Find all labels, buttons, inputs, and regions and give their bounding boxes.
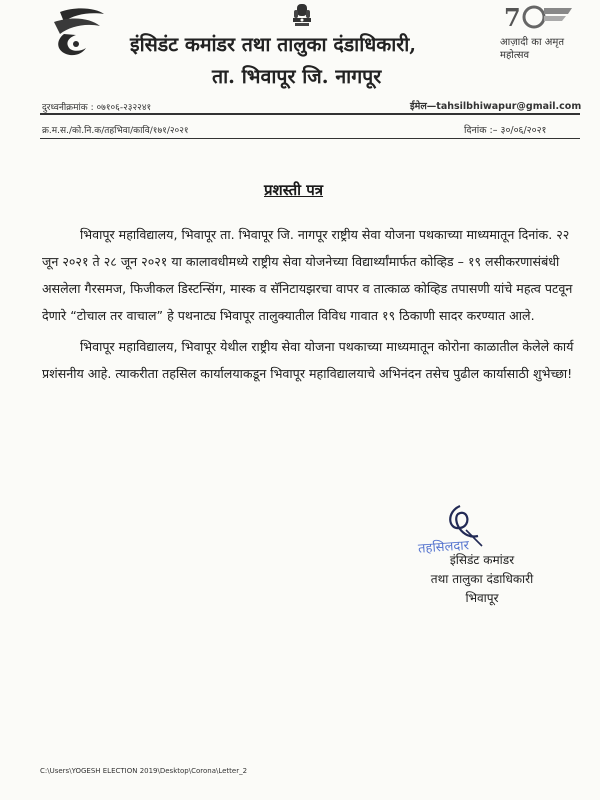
- certificate-heading: प्रशस्ती पत्र: [264, 181, 324, 199]
- letter-date: दिनांक :– ३०/०६/२०२१: [464, 125, 547, 136]
- signature-line-2: तथा तालुका दंडाधिकारी: [430, 572, 534, 586]
- azadi-logo-text: आज़ादी का अमृत महोत्सव: [500, 37, 565, 61]
- azadi-75-icon: [492, 2, 582, 32]
- letterhead-title-line2: ता. भिवापूर जि. नागपूर: [212, 65, 382, 88]
- state-emblem-icon: [290, 2, 314, 30]
- reference-number: क्र.म.स./को.नि.क/तहभिवा/कावि/१७१/२०२१: [42, 126, 189, 136]
- header-divider-top: [40, 113, 580, 115]
- header-divider-bottom: [40, 138, 580, 139]
- letterhead-emblem-icon: [42, 4, 110, 60]
- email-address: ईमेल—tahsilbhiwapur@gmail.com: [410, 101, 582, 112]
- signature-block: [402, 551, 562, 608]
- footer-file-path: C:\Users\YOGESH ELECTION 2019\Desktop\Corona\Letter_2: [40, 767, 248, 775]
- signature-line-1: इंसिडंट कमांडर: [449, 553, 515, 567]
- body-paragraph-1: भिवापूर महाविद्यालय, भिवापूर ता. भिवापूर जि. नागपूर राष्ट्रीय सेवा योजना पथकाच्या माध्यमातून दिनांक. २२ जून २०२१ ते २८ जून २०२१ या कालावधीमध्ये राष्ट्रीय सेवा योजनेच्या विद्यार्थ्यांमार्फत कोव्हिड – १९ लसीकरणासंबंधी असलेला गैरसमज, फिजीकल डिस्टन्सिंग, मास्क व सॅनिटायझरचा वापर व तात्काळ कोव्हिड तपासणी यांचे महत्व पटवून देणारे “टोचाल तर वाचाल” हे पथनाट्य भिवापूर तालुक्यातील विविध गावात १९ ठिकाणी सादर करण्यात आले.: [42, 227, 573, 323]
- azadi-logo: [492, 2, 582, 61]
- body-paragraph-2: भिवापूर महाविद्यालय, भिवापूर येथील राष्ट्रीय सेवा योजना पथकाच्या माध्यमातून कोरोना काळातील केलेले कार्य प्रशंसनीय आहे. त्याकरीता तहसिल कार्यालयाकडून भिवापूर महाविद्यालयाचे अभिनंदन तसेच पुढील कार्यासाठी शुभेच्छा!: [42, 339, 574, 381]
- letter-body: [42, 221, 576, 387]
- phone-number: दुरध्वनीक्रमांक : ०७१०६-२३२२४१: [42, 103, 152, 113]
- signature-line-3: भिवापूर: [465, 591, 499, 605]
- stamp-text: तहसिलदार: [417, 538, 470, 557]
- letterhead-title-line1: इंसिडंट कमांडर तथा तालुका दंडाधिकारी,: [130, 33, 417, 56]
- svg-text:7: 7: [504, 3, 521, 32]
